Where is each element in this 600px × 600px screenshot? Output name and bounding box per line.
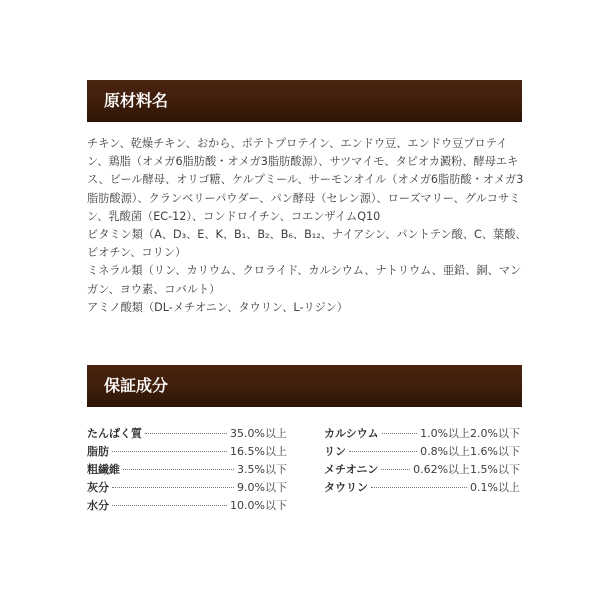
dot-leader — [123, 469, 234, 470]
analysis-value: 0.1%以上 — [470, 481, 520, 494]
analysis-name: 灰分 — [87, 481, 109, 494]
analysis-row-ash — [87, 479, 287, 497]
analysis-row-phosphorus — [324, 443, 520, 461]
dot-leader — [382, 433, 417, 434]
analysis-value: 16.5%以上 — [230, 445, 287, 458]
ingredients-vitamins: ビタミン類（A、D₃、E、K、B₁、B₂、B₆、B₁₂、ナイアシン、パントテン酸、C、葉酸、ビオチン、コリン） — [87, 228, 527, 260]
analysis-row-protein — [87, 425, 287, 443]
dot-leader — [349, 451, 417, 452]
analysis-row-taurine — [324, 479, 520, 497]
analysis-value: 9.0%以下 — [237, 481, 287, 494]
analysis-name: カルシウム — [324, 427, 379, 440]
analysis-name: リン — [324, 445, 346, 458]
analysis-name: 粗繊維 — [87, 463, 120, 476]
analysis-name: タウリン — [324, 481, 368, 494]
analysis-name: 水分 — [87, 499, 109, 512]
analysis-value: 0.8%以上1.6%以下 — [420, 445, 520, 458]
analysis-right-column — [324, 425, 520, 497]
analysis-value: 0.62%以上1.5%以下 — [413, 463, 520, 476]
analysis-value: 10.0%以下 — [230, 499, 287, 512]
analysis-row-fiber — [87, 461, 287, 479]
analysis-title: 保証成分 — [104, 376, 169, 395]
dot-leader — [112, 451, 227, 452]
analysis-name: 脂肪 — [87, 445, 109, 458]
analysis-left-column — [87, 425, 287, 515]
dot-leader — [371, 487, 467, 488]
ingredients-main: チキン、乾燥チキン、おから、ポテトプロテイン、エンドウ豆、エンドウ豆プロテイン、鶏脂（オメガ6脂肪酸・オメガ3脂肪酸源）、サツマイモ、タピオカ澱粉、酵母エキス、ビール酵母、オリゴ糖、ケルプミール、サーモンオイル（オメガ6脂肪酸・オメガ3脂肪酸源）、クランベリーパウダー、パン酵母（セレン源）、ローズマリー、グルコサミン、乳酸菌（EC-12）、コンドロイチン、コエンザイムQ10 — [87, 137, 524, 223]
ingredients-title: 原材料名 — [104, 91, 169, 110]
analysis-row-moisture — [87, 497, 287, 515]
analysis-header — [87, 365, 522, 407]
ingredients-header — [87, 80, 522, 122]
analysis-row-methionine — [324, 461, 520, 479]
analysis-value: 35.0%以上 — [230, 427, 287, 440]
analysis-value: 3.5%以下 — [237, 463, 287, 476]
analysis-row-fat — [87, 443, 287, 461]
dot-leader — [145, 433, 227, 434]
analysis-name: メチオニン — [324, 463, 379, 476]
analysis-value: 1.0%以上2.0%以下 — [420, 427, 520, 440]
ingredients-amino-acids: アミノ酸類（DL-メチオニン、タウリン、L-リジン） — [87, 300, 348, 314]
analysis-row-calcium — [324, 425, 520, 443]
ingredients-list — [87, 135, 527, 317]
dot-leader — [381, 469, 410, 470]
ingredients-minerals: ミネラル類（リン、カリウム、クロライド、カルシウム、ナトリウム、亜鉛、銅、マンガン、ヨウ素、コバルト） — [87, 264, 522, 296]
dot-leader — [112, 487, 234, 488]
analysis-name: たんぱく質 — [87, 427, 142, 440]
dot-leader — [112, 505, 227, 506]
